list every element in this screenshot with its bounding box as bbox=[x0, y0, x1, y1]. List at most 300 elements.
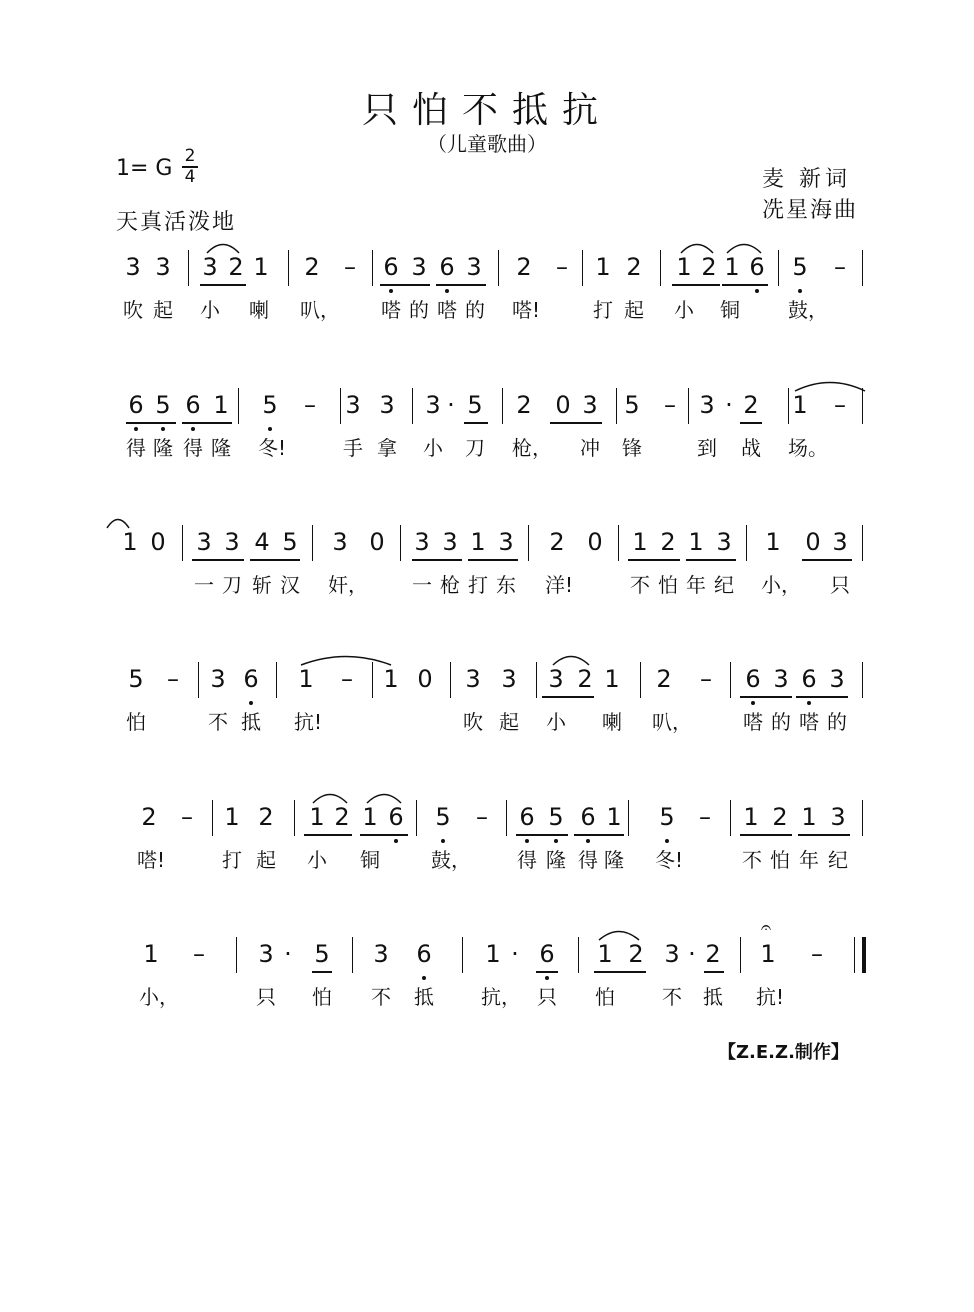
lyricist-credit: 麦 新词 bbox=[762, 167, 851, 192]
barline bbox=[862, 525, 863, 561]
note: 3 bbox=[332, 528, 348, 556]
note: 3 bbox=[664, 940, 680, 968]
maker-credit: 【Z.E.Z.制作】 bbox=[718, 1042, 849, 1063]
note: – bbox=[341, 665, 353, 693]
lyric-syllable: 隆 bbox=[211, 436, 231, 460]
barline bbox=[502, 388, 503, 424]
lyric-syllable: 场。 bbox=[788, 436, 828, 460]
note: 6 bbox=[416, 940, 432, 968]
lyric-syllable: 怕 bbox=[126, 710, 146, 734]
note: 3 bbox=[155, 253, 171, 281]
low-octave-dot bbox=[751, 701, 755, 705]
note: 6 bbox=[801, 665, 817, 693]
lyric-syllable: 只 bbox=[537, 985, 557, 1009]
note: 2 bbox=[701, 253, 717, 281]
note: 2 bbox=[334, 803, 350, 831]
barline bbox=[412, 388, 413, 424]
note: 6 bbox=[383, 253, 399, 281]
beam-underline bbox=[672, 284, 720, 286]
beam-underline bbox=[468, 559, 518, 561]
lyric-syllable: 喇 bbox=[602, 710, 622, 734]
note: 2 bbox=[705, 940, 721, 968]
barline bbox=[372, 662, 373, 698]
lyric-syllable: 抵 bbox=[241, 710, 261, 734]
low-octave-dot bbox=[389, 289, 393, 293]
note: 5 bbox=[624, 391, 640, 419]
note: – bbox=[167, 665, 179, 693]
note: 3 bbox=[442, 528, 458, 556]
note: 3 bbox=[498, 528, 514, 556]
low-octave-dot bbox=[191, 427, 195, 431]
low-octave-dot bbox=[665, 839, 669, 843]
note: 0 bbox=[555, 391, 571, 419]
lyric-syllable: 只 bbox=[256, 985, 276, 1009]
note: 3 bbox=[465, 665, 481, 693]
note: 3 bbox=[832, 528, 848, 556]
barline bbox=[730, 662, 731, 698]
beam-underline bbox=[304, 834, 352, 836]
lyric-syllable: 嗒! bbox=[137, 848, 166, 872]
note: 3 bbox=[466, 253, 482, 281]
note: 2 bbox=[549, 528, 565, 556]
barline bbox=[506, 800, 507, 836]
barline bbox=[628, 800, 629, 836]
lyric-syllable: 打 bbox=[222, 848, 242, 872]
slur bbox=[552, 652, 590, 666]
lyric-syllable: 得 bbox=[126, 436, 146, 460]
note: – bbox=[700, 665, 712, 693]
note: 1 bbox=[688, 528, 704, 556]
lyric-syllable: 打 bbox=[593, 298, 613, 322]
time-signature bbox=[182, 148, 198, 186]
note: 2 bbox=[141, 803, 157, 831]
beam-underline bbox=[802, 559, 852, 561]
low-octave-dot bbox=[441, 839, 445, 843]
note: – bbox=[834, 391, 846, 419]
low-octave-dot bbox=[249, 701, 253, 705]
barline bbox=[730, 800, 731, 836]
time-signature-bottom: 4 bbox=[184, 167, 196, 187]
note: 5 bbox=[792, 253, 808, 281]
lyric-syllable: 年 bbox=[799, 848, 819, 872]
beam-underline bbox=[798, 834, 850, 836]
lyric-syllable: 嗒 bbox=[743, 710, 763, 734]
song-subtitle: （儿童歌曲） bbox=[427, 132, 547, 156]
note: 1 bbox=[309, 803, 325, 831]
barline bbox=[778, 250, 779, 286]
note: 5 bbox=[467, 391, 483, 419]
beam-underline bbox=[200, 284, 246, 286]
lyric-syllable: 得 bbox=[517, 848, 537, 872]
note: 3 bbox=[196, 528, 212, 556]
note: 2 bbox=[516, 253, 532, 281]
note: – bbox=[834, 253, 846, 281]
lyric-syllable: 鼓， bbox=[431, 848, 471, 872]
note: 1 bbox=[743, 803, 759, 831]
low-octave-dot bbox=[554, 839, 558, 843]
lyric-syllable: 抗， bbox=[481, 985, 521, 1009]
lyric-syllable: 怕 bbox=[595, 985, 615, 1009]
low-octave-dot bbox=[586, 839, 590, 843]
note: 1 bbox=[362, 803, 378, 831]
note: 1 bbox=[122, 528, 138, 556]
lyric-syllable: 怕 bbox=[658, 573, 678, 597]
lyric-syllable: 只 bbox=[830, 573, 850, 597]
lyric-syllable: 奸， bbox=[328, 573, 368, 597]
lyric-syllable: 吹 bbox=[123, 298, 143, 322]
note: 1 bbox=[597, 940, 613, 968]
slur bbox=[598, 927, 640, 941]
score-system-3 bbox=[0, 527, 974, 617]
note: – bbox=[811, 940, 823, 968]
low-octave-dot bbox=[755, 289, 759, 293]
barline bbox=[288, 250, 289, 286]
note: · bbox=[725, 391, 733, 419]
note: 1 bbox=[765, 528, 781, 556]
note: 3 bbox=[829, 665, 845, 693]
lyric-syllable: 刀 bbox=[465, 436, 485, 460]
lyric-syllable: 怕 bbox=[770, 848, 790, 872]
barline bbox=[462, 937, 463, 973]
beam-underline bbox=[628, 559, 680, 561]
barline bbox=[528, 525, 529, 561]
note: 5 bbox=[548, 803, 564, 831]
low-octave-dot bbox=[445, 289, 449, 293]
note: 1 bbox=[213, 391, 229, 419]
note: 5 bbox=[282, 528, 298, 556]
beam-underline bbox=[722, 284, 768, 286]
beam-underline bbox=[312, 971, 332, 973]
lyric-syllable: 嗒 bbox=[437, 298, 457, 322]
lyric-syllable: 冲 bbox=[580, 436, 600, 460]
lyric-syllable: 抵 bbox=[703, 985, 723, 1009]
lyric-syllable: 小， bbox=[139, 985, 179, 1009]
barline bbox=[862, 250, 863, 286]
low-octave-dot bbox=[807, 701, 811, 705]
beam-underline bbox=[250, 559, 300, 561]
slur bbox=[726, 240, 762, 254]
score-system-2 bbox=[0, 390, 974, 480]
note: 3 bbox=[582, 391, 598, 419]
note: – bbox=[193, 940, 205, 968]
note: 3 bbox=[414, 528, 430, 556]
tempo-marking: 天真活泼地 bbox=[116, 210, 237, 235]
low-octave-dot bbox=[161, 427, 165, 431]
note: – bbox=[556, 253, 568, 281]
note: 5 bbox=[659, 803, 675, 831]
barline bbox=[788, 388, 789, 424]
lyric-syllable: 战 bbox=[741, 436, 761, 460]
note: 1 bbox=[143, 940, 159, 968]
beam-underline bbox=[126, 422, 176, 424]
note: 3 bbox=[210, 665, 226, 693]
barline bbox=[862, 388, 863, 424]
lyric-syllable: 冬! bbox=[655, 848, 684, 872]
lyric-syllable: 汉 bbox=[280, 573, 300, 597]
note: 2 bbox=[577, 665, 593, 693]
lyric-syllable: 枪 bbox=[440, 573, 460, 597]
note: 6 bbox=[580, 803, 596, 831]
low-octave-dot bbox=[422, 976, 426, 980]
barline bbox=[578, 937, 579, 973]
lyric-syllable: 隆 bbox=[604, 848, 624, 872]
lyric-syllable: 的 bbox=[771, 710, 791, 734]
beam-underline bbox=[542, 696, 594, 698]
lyric-syllable: 不 bbox=[630, 573, 650, 597]
barline bbox=[582, 250, 583, 286]
note: 1 bbox=[604, 665, 620, 693]
note: 2 bbox=[304, 253, 320, 281]
note: 1 bbox=[253, 253, 269, 281]
fermata-icon: 𝄐 bbox=[761, 917, 772, 938]
note: 3 bbox=[258, 940, 274, 968]
note: 1 bbox=[224, 803, 240, 831]
barline bbox=[854, 937, 855, 973]
lyric-syllable: 的 bbox=[465, 298, 485, 322]
lyric-syllable: 打 bbox=[468, 573, 488, 597]
beam-underline bbox=[704, 971, 724, 973]
barline bbox=[536, 662, 537, 698]
lyric-syllable: 拿 bbox=[377, 436, 397, 460]
barline bbox=[400, 525, 401, 561]
lyric-syllable: 小 bbox=[546, 710, 566, 734]
slur bbox=[106, 515, 130, 529]
note: 1 bbox=[760, 940, 776, 968]
score-system-1 bbox=[0, 252, 974, 342]
barline bbox=[198, 662, 199, 698]
lyric-syllable: 嗒 bbox=[381, 298, 401, 322]
beam-underline bbox=[182, 422, 232, 424]
note: 1 bbox=[606, 803, 622, 831]
note: 3 bbox=[373, 940, 389, 968]
lyric-syllable: 一 bbox=[194, 573, 214, 597]
beam-underline bbox=[380, 284, 430, 286]
note: 3 bbox=[716, 528, 732, 556]
beam-underline bbox=[594, 971, 646, 973]
lyric-syllable: 嗒 bbox=[799, 710, 819, 734]
lyric-syllable: 得 bbox=[183, 436, 203, 460]
lyric-syllable: 吹 bbox=[463, 710, 483, 734]
low-octave-dot bbox=[545, 976, 549, 980]
note: 1 bbox=[595, 253, 611, 281]
note: 3 bbox=[501, 665, 517, 693]
note: – bbox=[181, 803, 193, 831]
barline bbox=[862, 937, 866, 973]
lyric-syllable: 小 bbox=[307, 848, 327, 872]
note: 2 bbox=[516, 391, 532, 419]
lyric-syllable: 嗒! bbox=[512, 298, 541, 322]
barline bbox=[862, 662, 863, 698]
note: 3 bbox=[548, 665, 564, 693]
note: 0 bbox=[587, 528, 603, 556]
lyric-syllable: 到 bbox=[697, 436, 717, 460]
note: 6 bbox=[243, 665, 259, 693]
note: 1 bbox=[801, 803, 817, 831]
low-octave-dot bbox=[798, 289, 802, 293]
note: 2 bbox=[228, 253, 244, 281]
beam-underline bbox=[574, 834, 624, 836]
note: 5 bbox=[262, 391, 278, 419]
beam-underline bbox=[796, 696, 848, 698]
time-signature-top: 2 bbox=[184, 146, 196, 166]
lyric-syllable: 喇 bbox=[249, 298, 269, 322]
note: 1 bbox=[485, 940, 501, 968]
note: 5 bbox=[314, 940, 330, 968]
note: 1 bbox=[632, 528, 648, 556]
barline bbox=[238, 388, 239, 424]
barline bbox=[212, 800, 213, 836]
lyric-syllable: 隆 bbox=[546, 848, 566, 872]
note: 6 bbox=[128, 391, 144, 419]
lyric-syllable: 抵 bbox=[414, 985, 434, 1009]
lyric-syllable: 手 bbox=[343, 436, 363, 460]
barline bbox=[236, 937, 237, 973]
low-octave-dot bbox=[134, 427, 138, 431]
lyric-syllable: 锋 bbox=[622, 436, 642, 460]
note: 6 bbox=[539, 940, 555, 968]
composer-credit: 冼星海曲 bbox=[762, 198, 859, 223]
lyric-syllable: 的 bbox=[409, 298, 429, 322]
lyric-syllable: 小 bbox=[423, 436, 443, 460]
note: 3 bbox=[773, 665, 789, 693]
note: · bbox=[688, 940, 696, 968]
note: 6 bbox=[439, 253, 455, 281]
barline bbox=[276, 662, 277, 698]
beam-underline bbox=[686, 559, 736, 561]
lyric-syllable: 起 bbox=[256, 848, 276, 872]
note: 1 bbox=[724, 253, 740, 281]
beam-underline bbox=[550, 422, 602, 424]
beam-underline bbox=[516, 834, 568, 836]
lyric-syllable: 纪 bbox=[828, 848, 848, 872]
note: 0 bbox=[417, 665, 433, 693]
low-octave-dot bbox=[525, 839, 529, 843]
note: – bbox=[664, 391, 676, 419]
lyric-syllable: 起 bbox=[624, 298, 644, 322]
barline bbox=[740, 937, 741, 973]
note: 1 bbox=[383, 665, 399, 693]
lyric-syllable: 铜 bbox=[720, 298, 740, 322]
note: 3 bbox=[202, 253, 218, 281]
note: 2 bbox=[656, 665, 672, 693]
lyric-syllable: 起 bbox=[153, 298, 173, 322]
slur bbox=[312, 790, 348, 804]
lyric-syllable: 叭， bbox=[652, 710, 692, 734]
note: 4 bbox=[254, 528, 270, 556]
lyric-syllable: 叭， bbox=[300, 298, 340, 322]
note: 3 bbox=[224, 528, 240, 556]
barline bbox=[660, 250, 661, 286]
lyric-syllable: 冬! bbox=[258, 436, 287, 460]
barline bbox=[188, 250, 189, 286]
note: – bbox=[699, 803, 711, 831]
note: 3 bbox=[411, 253, 427, 281]
note: 3 bbox=[425, 391, 441, 419]
barline bbox=[498, 250, 499, 286]
key-signature: 1= G bbox=[116, 156, 173, 181]
lyric-syllable: 东 bbox=[496, 573, 516, 597]
lyric-syllable: 年 bbox=[686, 573, 706, 597]
note: 6 bbox=[745, 665, 761, 693]
note: 5 bbox=[435, 803, 451, 831]
note: 5 bbox=[128, 665, 144, 693]
beam-underline bbox=[412, 559, 462, 561]
lyric-syllable: 枪， bbox=[512, 436, 552, 460]
lyric-syllable: 得 bbox=[578, 848, 598, 872]
slur bbox=[366, 790, 402, 804]
note: 2 bbox=[772, 803, 788, 831]
note: 3 bbox=[125, 253, 141, 281]
lyric-syllable: 抗! bbox=[294, 710, 323, 734]
score-system-4 bbox=[0, 664, 974, 754]
barline bbox=[416, 800, 417, 836]
slur bbox=[206, 240, 240, 254]
lyric-syllable: 不 bbox=[662, 985, 682, 1009]
note: – bbox=[476, 803, 488, 831]
note: 6 bbox=[519, 803, 535, 831]
note: 2 bbox=[626, 253, 642, 281]
lyric-syllable: 洋! bbox=[545, 573, 574, 597]
note: 6 bbox=[749, 253, 765, 281]
low-octave-dot bbox=[394, 839, 398, 843]
lyric-syllable: 的 bbox=[827, 710, 847, 734]
note: 2 bbox=[628, 940, 644, 968]
note: 1 bbox=[792, 391, 808, 419]
lyric-syllable: 斩 bbox=[252, 573, 272, 597]
lyric-syllable: 鼓， bbox=[788, 298, 828, 322]
note: 2 bbox=[660, 528, 676, 556]
lyric-syllable: 纪 bbox=[714, 573, 734, 597]
note: 6 bbox=[185, 391, 201, 419]
lyric-syllable: 铜 bbox=[360, 848, 380, 872]
lyric-syllable: 不 bbox=[371, 985, 391, 1009]
note: 6 bbox=[388, 803, 404, 831]
barline bbox=[340, 388, 341, 424]
lyric-syllable: 不 bbox=[208, 710, 228, 734]
note: 3 bbox=[379, 391, 395, 419]
beam-underline bbox=[740, 834, 792, 836]
barline bbox=[618, 525, 619, 561]
lyric-syllable: 怕 bbox=[312, 985, 332, 1009]
barline bbox=[862, 800, 863, 836]
lyric-syllable: 抗! bbox=[756, 985, 785, 1009]
note: · bbox=[447, 391, 455, 419]
beam-underline bbox=[536, 971, 558, 973]
lyric-syllable: 刀 bbox=[222, 573, 242, 597]
note: 3 bbox=[345, 391, 361, 419]
beam-underline bbox=[740, 422, 762, 424]
lyric-syllable: 隆 bbox=[153, 436, 173, 460]
lyric-syllable: 起 bbox=[499, 710, 519, 734]
note: 0 bbox=[805, 528, 821, 556]
note: 0 bbox=[150, 528, 166, 556]
score-system-5 bbox=[0, 802, 974, 892]
beam-underline bbox=[192, 559, 244, 561]
slur bbox=[300, 652, 392, 666]
score-system-6 bbox=[0, 917, 974, 1029]
note: 2 bbox=[258, 803, 274, 831]
note: – bbox=[344, 253, 356, 281]
barline bbox=[312, 525, 313, 561]
note: 3 bbox=[830, 803, 846, 831]
note: · bbox=[511, 940, 519, 968]
lyric-syllable: 小 bbox=[200, 298, 220, 322]
barline bbox=[294, 800, 295, 836]
barline bbox=[182, 525, 183, 561]
note: 2 bbox=[743, 391, 759, 419]
barline bbox=[746, 525, 747, 561]
slur bbox=[680, 240, 714, 254]
